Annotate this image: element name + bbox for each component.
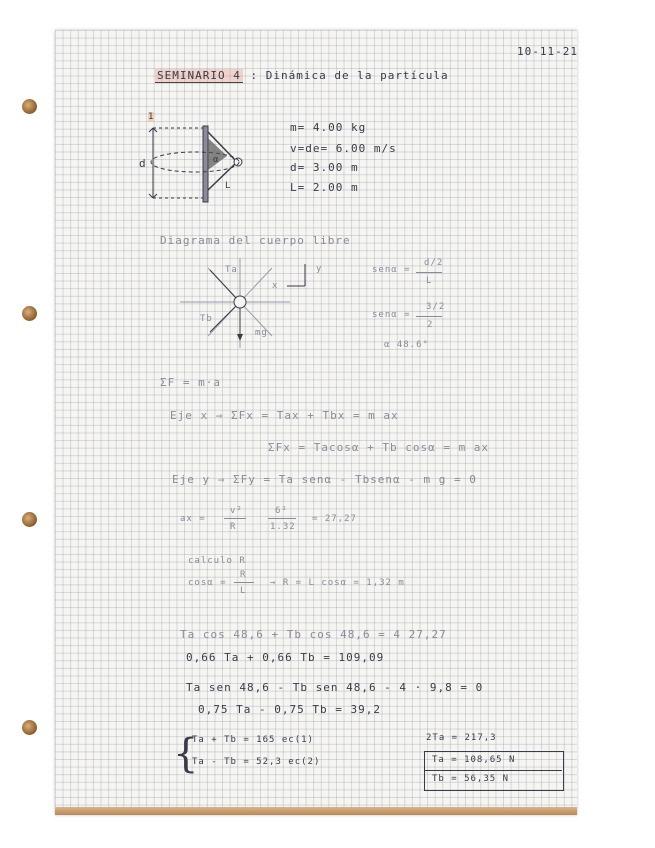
binder-hole bbox=[22, 720, 37, 735]
sum-x-line1: Ta cos 48,6 + Tb cos 48,6 = 4 27,27 bbox=[180, 628, 447, 641]
seminar-subject: : Dinámica de la partícula bbox=[250, 69, 449, 82]
axis-x-label: x bbox=[272, 281, 279, 291]
fraction-bar bbox=[268, 518, 296, 519]
binder-hole bbox=[22, 99, 37, 114]
ax-den1: R bbox=[230, 522, 237, 532]
given-velocity: v=de= 6.00 m/s bbox=[290, 142, 397, 155]
sum-x-line2: 0,66 Ta + 0,66 Tb = 109,09 bbox=[186, 651, 385, 664]
ax-den2: 1.32 bbox=[270, 522, 296, 532]
system-eq2: Ta - Tb = 52,3 ec(2) bbox=[192, 757, 321, 767]
sin-label: senα = bbox=[372, 265, 411, 275]
sum-y-line4: 0,75 Ta - 0,75 Tb = 39,2 bbox=[198, 703, 381, 716]
x-axis-eq2: ΣFx = Tacosα + Tb cosα = m ax bbox=[268, 441, 490, 454]
cos-num: R bbox=[240, 570, 247, 580]
binder-hole bbox=[22, 306, 37, 321]
ax-num2: 6² bbox=[275, 506, 288, 516]
fbd-heading: Diagrama del cuerpo libre bbox=[160, 234, 351, 247]
given-L: L= 2.00 m bbox=[290, 181, 359, 194]
binder-hole bbox=[22, 512, 37, 527]
system-brace: { bbox=[173, 731, 199, 777]
sin2-denominator: 2 bbox=[427, 320, 434, 330]
problem-number: 1 bbox=[148, 112, 155, 122]
result-divider bbox=[424, 770, 562, 771]
figure-alpha-label: α bbox=[213, 155, 220, 165]
y-axis-eq: Eje y ⇒ ΣFy = Ta senα - Tbsenα - m g = 0 bbox=[172, 473, 477, 486]
fraction-bar bbox=[416, 316, 442, 317]
calc-r: calculo R bbox=[188, 556, 246, 566]
ax-lhs: ax = bbox=[180, 514, 206, 524]
sin2-numerator: 3/2 bbox=[426, 302, 446, 312]
result-Ta: Ta = 108,65 N bbox=[432, 755, 516, 765]
sum-y-line3: Ta sen 48,6 - Tb sen 48,6 - 4 · 9,8 = 0 bbox=[186, 681, 484, 694]
axis-arrows bbox=[285, 262, 325, 292]
result-Tb: Tb = 56,35 N bbox=[432, 774, 510, 784]
x-axis-eq1: Eje x ⇒ ΣFx = Tax + Tbx = m ax bbox=[170, 409, 399, 422]
result-2Ta: 2Ta = 217,3 bbox=[426, 733, 497, 743]
fraction-bar bbox=[224, 518, 246, 519]
figure-L-label: L bbox=[225, 181, 232, 191]
fbd-Tb-label: Tb bbox=[200, 314, 213, 324]
fbd-mg-label: mg bbox=[255, 328, 268, 338]
fbd-Ta-label: Ta bbox=[225, 265, 238, 275]
cos-rhs: → R = L cosα = 1,32 m bbox=[270, 578, 405, 588]
date: 10-11-21 bbox=[517, 45, 578, 58]
ax-num1: v² bbox=[230, 506, 243, 516]
cos-lhs: cosα = bbox=[188, 578, 227, 588]
given-d: d= 3.00 m bbox=[290, 161, 359, 174]
given-mass: m= 4.00 kg bbox=[290, 121, 367, 134]
figure-d-label: d bbox=[139, 157, 147, 170]
sin-denominator: L bbox=[426, 276, 433, 286]
fraction-bar bbox=[416, 272, 442, 273]
system-eq1: Ta + Tb = 165 ec(1) bbox=[192, 735, 314, 745]
axis-y-label: y bbox=[316, 264, 323, 274]
page-title bbox=[155, 69, 449, 82]
sin2-label: senα = bbox=[372, 310, 411, 320]
seminar-number: SEMINARIO 4 bbox=[157, 69, 241, 82]
cos-den: L bbox=[240, 586, 247, 596]
sin-numerator: d/2 bbox=[424, 258, 444, 268]
fraction-bar bbox=[234, 582, 254, 583]
alpha-value: α 48.6° bbox=[384, 340, 429, 350]
ax-result: = 27,27 bbox=[312, 514, 357, 524]
newton-law: ΣF = m·a bbox=[160, 376, 221, 389]
problem-figure bbox=[135, 118, 255, 208]
